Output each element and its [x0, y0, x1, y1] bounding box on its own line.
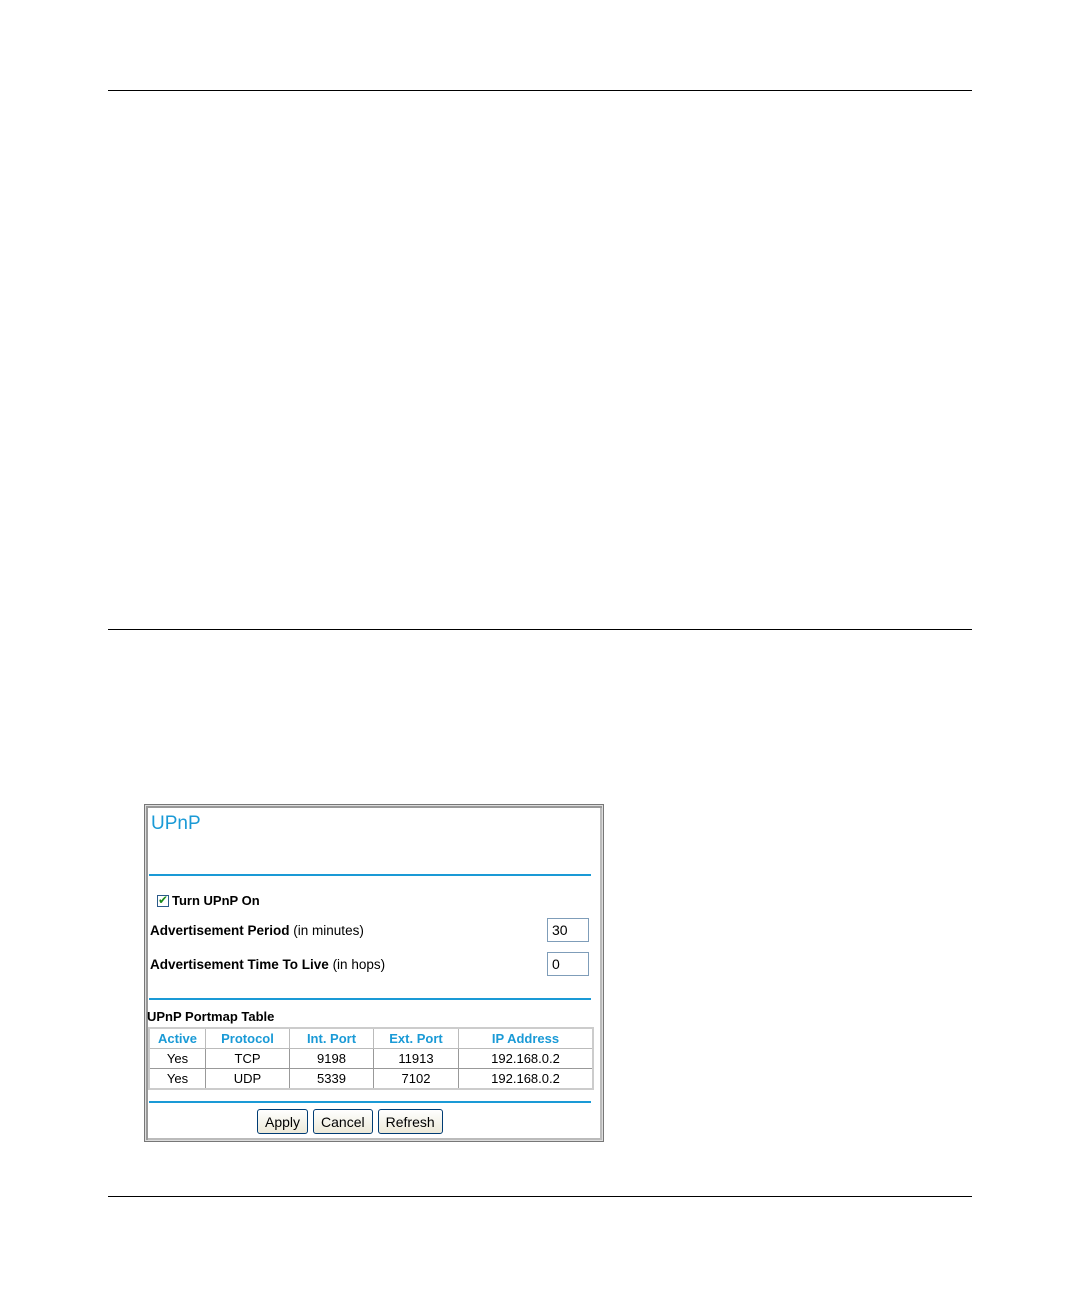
cell-active: Yes — [149, 1069, 206, 1090]
portmap-table-title: UPnP Portmap Table — [147, 1009, 275, 1024]
turn-upnp-on-checkbox[interactable] — [157, 892, 169, 907]
cell-ext-port: 11913 — [374, 1049, 459, 1069]
adv-ttl-input[interactable]: 0 — [547, 952, 589, 976]
cell-ext-port: 7102 — [374, 1069, 459, 1090]
adv-period-label: Advertisement Period (in minutes) — [150, 923, 364, 938]
col-header: Protocol — [206, 1028, 290, 1049]
divider — [149, 874, 591, 876]
checkmark-icon: ✔ — [158, 892, 169, 907]
cell-int-port: 9198 — [290, 1049, 374, 1069]
cell-protocol: UDP — [206, 1069, 290, 1090]
col-header: IP Address — [459, 1028, 594, 1049]
col-header: Ext. Port — [374, 1028, 459, 1049]
page-rule-middle — [108, 629, 972, 630]
upnp-panel — [144, 804, 604, 1142]
cell-protocol: TCP — [206, 1049, 290, 1069]
page-rule-bottom — [108, 1196, 972, 1197]
cell-int-port: 5339 — [290, 1069, 374, 1090]
adv-period-input[interactable]: 30 — [547, 918, 589, 942]
divider — [149, 1101, 591, 1103]
col-header: Int. Port — [290, 1028, 374, 1049]
cell-ip-address: 192.168.0.2 — [459, 1069, 594, 1090]
col-header: Active — [149, 1028, 206, 1049]
portmap-table — [148, 1027, 594, 1090]
table-row — [149, 1049, 593, 1069]
divider — [149, 998, 591, 1000]
cell-active: Yes — [149, 1049, 206, 1069]
panel-title: UPnP — [151, 813, 201, 834]
turn-upnp-on-row — [157, 893, 260, 908]
cell-ip-address: 192.168.0.2 — [459, 1049, 594, 1069]
refresh-button[interactable]: Refresh — [378, 1109, 443, 1134]
table-header-row — [149, 1028, 593, 1049]
button-bar — [257, 1109, 443, 1134]
cancel-button[interactable]: Cancel — [313, 1109, 373, 1134]
page-rule-top — [108, 90, 972, 91]
table-row — [149, 1069, 593, 1090]
apply-button[interactable]: Apply — [257, 1109, 308, 1134]
adv-ttl-label: Advertisement Time To Live (in hops) — [150, 957, 386, 972]
turn-upnp-on-label: Turn UPnP On — [172, 893, 260, 908]
